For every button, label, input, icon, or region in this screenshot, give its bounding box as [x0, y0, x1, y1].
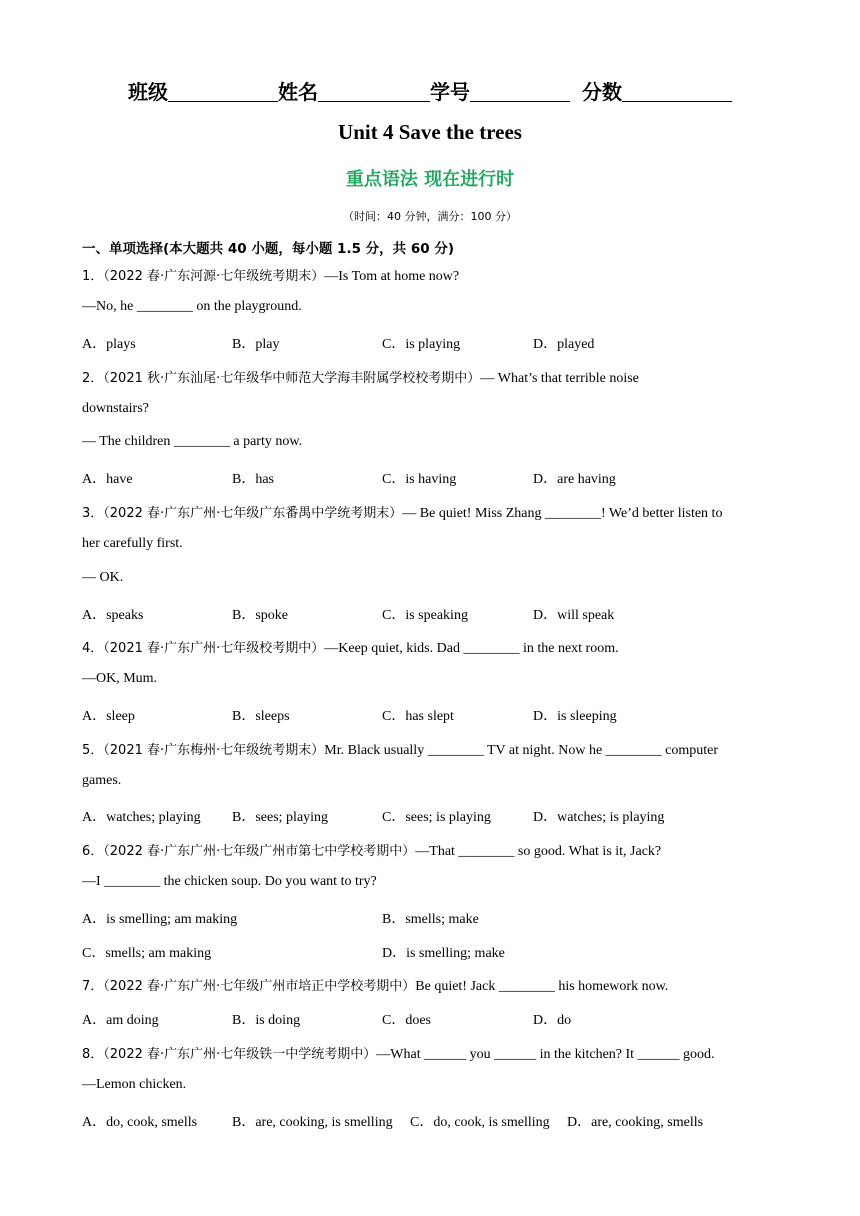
question-2-line: downstairs? — [82, 401, 149, 416]
time-info: （时间：40 分钟，满分：100 分） — [343, 210, 517, 223]
question-3-line: her carefully first. — [82, 536, 183, 551]
question-6-option-c[interactable]: C．smells; am making — [82, 946, 212, 961]
question-source: 6．（2022 春·广东广州·七年级广州市第七中学校考期中） — [82, 844, 416, 859]
question-3-option-a[interactable]: A．speaks — [82, 608, 144, 623]
question-text: —Keep quiet, kids. Dad ________ in the next room. — [324, 641, 619, 656]
question-4-stem — [82, 637, 619, 657]
question-source: 5．（2021 春·广东梅州·七年级统考期末） — [82, 743, 325, 758]
question-4-option-c[interactable]: C．has slept — [382, 709, 454, 724]
question-6-option-d[interactable]: D．is smelling; make — [382, 946, 505, 961]
question-3-line: — OK. — [82, 570, 124, 585]
question-5-option-d[interactable]: D．watches; is playing — [533, 810, 665, 825]
question-4-line: —OK, Mum. — [82, 671, 158, 686]
question-2-option-d[interactable]: D．are having — [533, 472, 616, 487]
question-6-option-b[interactable]: B．smells; make — [382, 912, 479, 927]
question-1-option-c[interactable]: C．is playing — [382, 337, 461, 352]
question-2-option-c[interactable]: C．is having — [382, 472, 457, 487]
question-1-option-a[interactable]: A．plays — [82, 337, 136, 352]
question-text: — Be quiet! Miss Zhang ________! We’d better listen to — [402, 506, 723, 521]
student-info-line — [0, 76, 860, 105]
question-source: 8．（2022 春·广东广州·七年级铁一中学统考期中） — [82, 1047, 377, 1062]
question-8-option-b[interactable]: B．are, cooking, is smelling — [232, 1115, 393, 1130]
question-7-option-c[interactable]: C．does — [382, 1013, 431, 1028]
name-label: 姓名 — [278, 80, 318, 104]
class-label: 班级 — [128, 80, 168, 104]
question-2-option-b[interactable]: B．has — [232, 472, 274, 487]
question-6-option-a[interactable]: A．is smelling; am making — [82, 912, 238, 927]
question-7-stem — [82, 975, 668, 995]
question-source: 1．（2022 春·广东河源·七年级统考期末） — [82, 269, 325, 284]
score-label: 分数 — [582, 80, 622, 104]
question-2-line: — The children ________ a party now. — [82, 434, 303, 449]
question-text: —That ________ so good. What is it, Jack? — [415, 844, 662, 859]
question-7-option-b[interactable]: B．is doing — [232, 1013, 301, 1028]
score-blank — [622, 81, 732, 102]
question-8-stem — [82, 1043, 715, 1063]
question-3-option-b[interactable]: B．spoke — [232, 608, 288, 623]
student-id-blank — [470, 81, 570, 102]
question-source: 3．（2022 春·广东广州·七年级广东番禺中学统考期末） — [82, 506, 403, 521]
section-title: 一、单项选择(本大题共 40 小题，每小题 1.5 分，共 60 分) — [82, 241, 455, 257]
name-blank — [318, 81, 430, 102]
question-8-line: —Lemon chicken. — [82, 1077, 187, 1092]
question-5-stem — [82, 739, 718, 759]
page-subtitle: 重点语法 现在进行时 — [345, 169, 515, 190]
class-blank — [168, 81, 278, 102]
question-3-option-c[interactable]: C．is speaking — [382, 608, 468, 623]
question-1-stem — [82, 265, 459, 285]
question-text: Be quiet! Jack ________ his homework now. — [415, 979, 669, 994]
question-5-option-b[interactable]: B．sees; playing — [232, 810, 329, 825]
question-source: 2．（2021 秋·广东汕尾·七年级华中师范大学海丰附属学校校考期中） — [82, 371, 481, 386]
student-id-label: 学号 — [430, 80, 470, 104]
question-2-stem — [82, 367, 639, 387]
question-6-stem — [82, 840, 661, 860]
question-4-option-b[interactable]: B．sleeps — [232, 709, 290, 724]
question-8-option-a[interactable]: A．do, cook, smells — [82, 1115, 198, 1130]
question-5-option-a[interactable]: A．watches; playing — [82, 810, 201, 825]
question-text: —Is Tom at home now? — [324, 269, 460, 284]
question-1-option-b[interactable]: B．play — [232, 337, 280, 352]
question-1-option-d[interactable]: D．played — [533, 337, 595, 352]
question-3-stem — [82, 502, 722, 522]
question-7-option-d[interactable]: D．do — [533, 1013, 572, 1028]
question-4-option-a[interactable]: A．sleep — [82, 709, 135, 724]
question-7-option-a[interactable]: A．am doing — [82, 1013, 159, 1028]
question-6-line: —I ________ the chicken soup. Do you want to try? — [82, 874, 377, 889]
question-source: 7．（2022 春·广东广州·七年级广州市培正中学校考期中） — [82, 979, 416, 994]
question-4-option-d[interactable]: D．is sleeping — [533, 709, 617, 724]
question-text: —What ______ you ______ in the kitchen? It ______ good. — [376, 1047, 715, 1062]
question-5-option-c[interactable]: C．sees; is playing — [382, 810, 491, 825]
question-text: — What’s that terrible noise — [480, 371, 639, 386]
question-2-option-a[interactable]: A．have — [82, 472, 133, 487]
question-8-option-d[interactable]: D．are, cooking, smells — [567, 1115, 704, 1130]
question-3-option-d[interactable]: D．will speak — [533, 608, 615, 623]
question-source: 4．（2021 春·广东广州·七年级校考期中） — [82, 641, 325, 656]
question-text: Mr. Black usually ________ TV at night. Now he ________ computer — [324, 743, 719, 758]
page-title: Unit 4 Save the trees — [338, 120, 522, 144]
question-8-option-c[interactable]: C．do, cook, is smelling — [410, 1115, 550, 1130]
question-5-line: games. — [82, 773, 122, 788]
question-1-line: —No, he ________ on the playground. — [82, 299, 302, 314]
